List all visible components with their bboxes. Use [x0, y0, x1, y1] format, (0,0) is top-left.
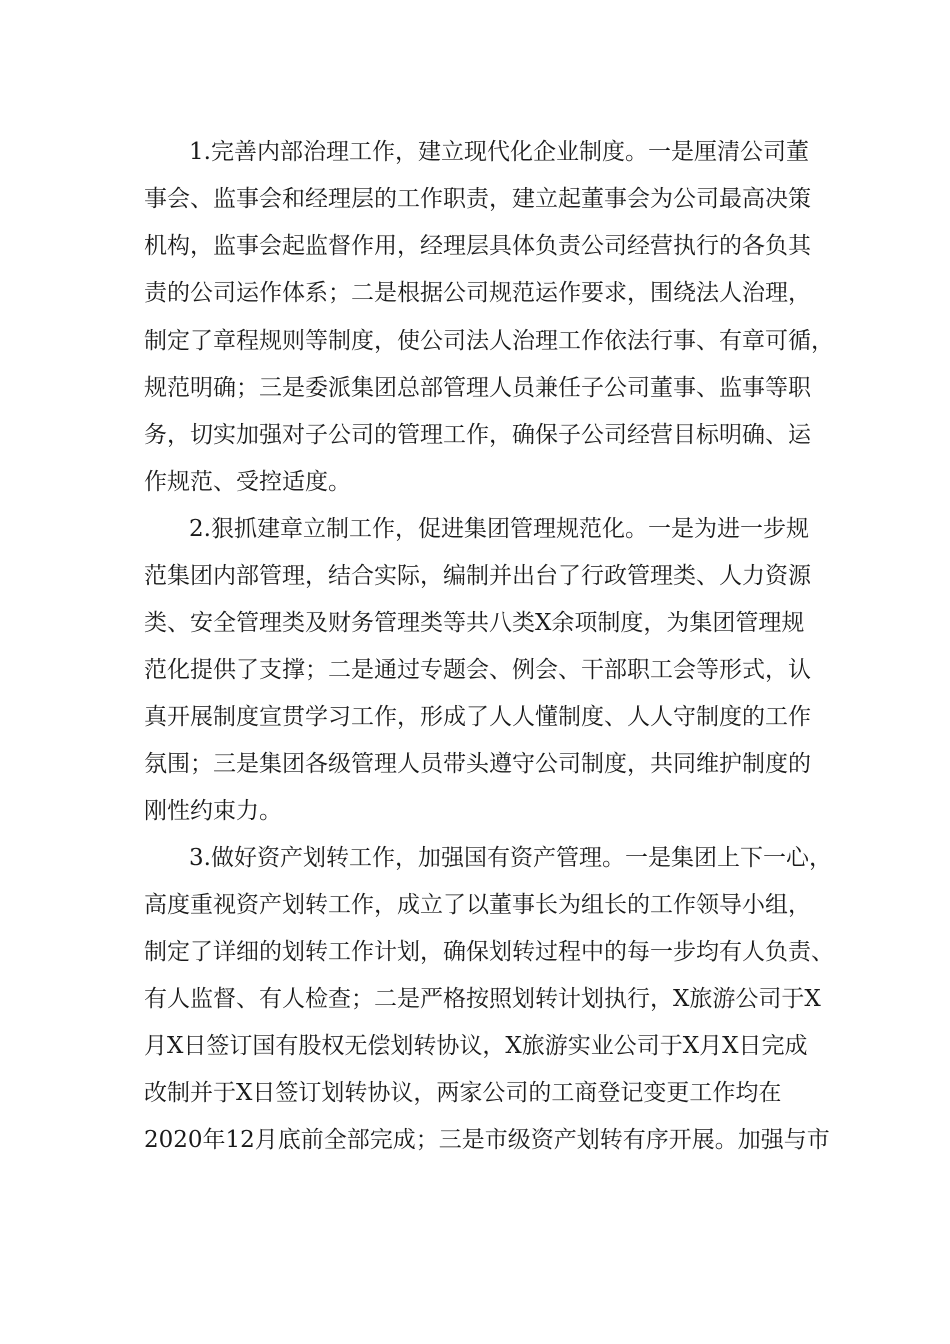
paragraph-1-line-6: 规范明确；三是委派集团总部管理人员兼任子公司董事、监事等职 — [144, 375, 811, 401]
paragraph-3-line-5: 月X日签订国有股权无偿划转协议，X旅游实业公司于X月X日完成 — [144, 1033, 808, 1059]
paragraph-1-line-5: 制定了章程规则等制度，使公司法人治理工作依法行事、有章可循， — [144, 328, 834, 354]
paragraph-2-line-7: 刚性约束力。 — [144, 798, 282, 824]
paragraph-3-line-2: 高度重视资产划转工作，成立了以董事长为组长的工作领导小组， — [144, 892, 811, 918]
paragraph-2-line-6: 氛围；三是集团各级管理人员带头遵守公司制度，共同维护制度的 — [144, 751, 811, 777]
paragraph-3-line-1: 3.做好资产划转工作，加强国有资产管理。一是集团上下一心， — [189, 845, 832, 871]
paragraph-1-line-4: 责的公司运作体系；二是根据公司规范运作要求，围绕法人治理， — [144, 280, 811, 306]
paragraph-3-line-4: 有人监督、有人检查；二是严格按照划转计划执行，X旅游公司于X — [144, 986, 821, 1012]
paragraph-1-line-8: 作规范、受控适度。 — [144, 469, 351, 495]
paragraph-1-line-3: 机构，监事会起监督作用，经理层具体负责公司经营执行的各负其 — [144, 233, 811, 259]
paragraph-2-line-2: 范集团内部管理，结合实际，编制并出台了行政管理类、人力资源 — [144, 563, 811, 589]
paragraph-2-line-4: 范化提供了支撑；二是通过专题会、例会、干部职工会等形式，认 — [144, 657, 811, 683]
paragraph-2-line-3: 类、安全管理类及财务管理类等共八类X余项制度，为集团管理规 — [144, 610, 805, 636]
paragraph-1-line-2: 事会、监事会和经理层的工作职责，建立起董事会为公司最高决策 — [144, 186, 811, 212]
paragraph-1-line-1: 1.完善内部治理工作，建立现代化企业制度。一是厘清公司董 — [189, 139, 809, 165]
paragraph-3-line-3: 制定了详细的划转工作计划，确保划转过程中的每一步均有人负责、 — [144, 939, 834, 965]
paragraph-2-line-5: 真开展制度宣贯学习工作，形成了人人懂制度、人人守制度的工作 — [144, 704, 811, 730]
paragraph-3-line-6: 改制并于X日签订划转协议，两家公司的工商登记变更工作均在 — [144, 1080, 782, 1106]
paragraph-2-line-1: 2.狠抓建章立制工作，促进集团管理规范化。一是为进一步规 — [189, 516, 809, 542]
paragraph-3-line-7: 2020年12月底前全部完成；三是市级资产划转有序开展。加强与市 — [144, 1127, 830, 1153]
paragraph-1-line-7: 务，切实加强对子公司的管理工作，确保子公司经营目标明确、运 — [144, 422, 811, 448]
